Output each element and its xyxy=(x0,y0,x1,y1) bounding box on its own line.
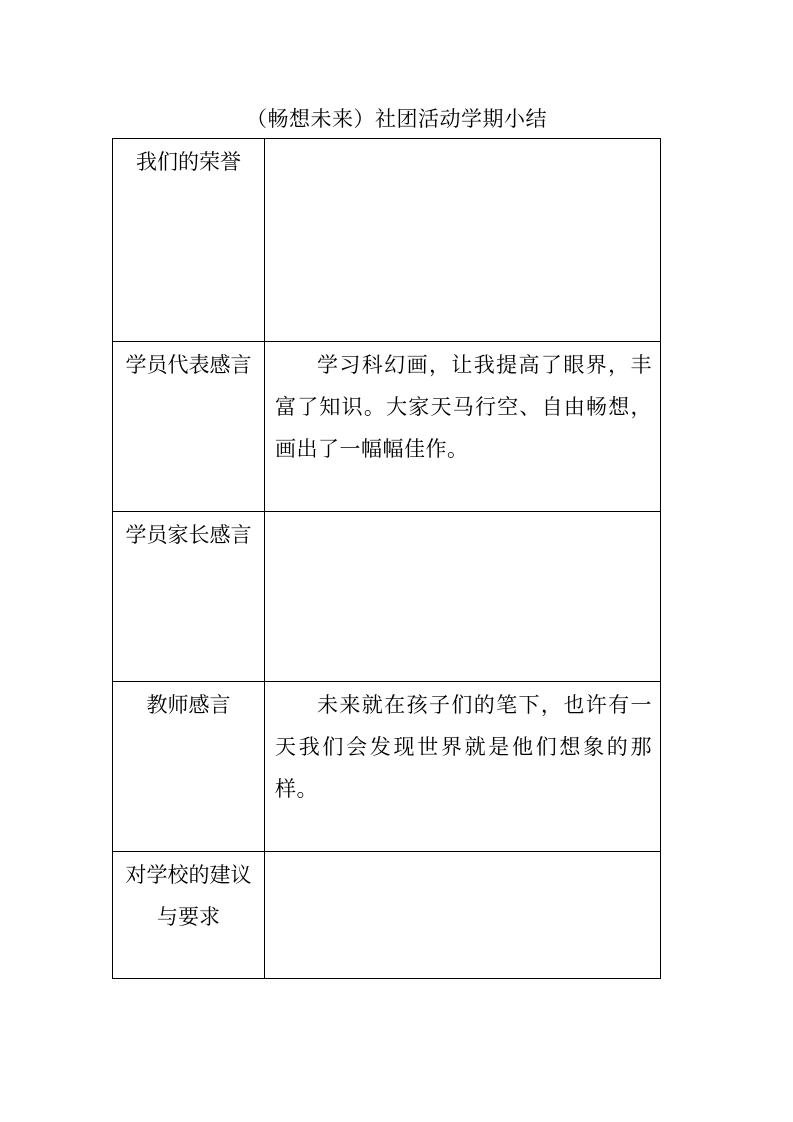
row-label: 学员代表感言 xyxy=(125,353,252,377)
document-title: （畅想未来）社团活动学期小结 xyxy=(246,107,547,131)
row-label-cell xyxy=(113,139,265,342)
summary-table xyxy=(112,138,661,979)
row-content-cell xyxy=(265,682,661,852)
row-label: 对学校的建议与要求 xyxy=(125,863,252,929)
table-row xyxy=(113,139,661,342)
table-row xyxy=(113,512,661,682)
row-content-cell xyxy=(265,512,661,682)
row-label-cell xyxy=(113,512,265,682)
row-content-cell xyxy=(265,342,661,512)
row-content: 未来就在孩子们的笔下，也许有一天我们会发现世界就是他们想象的那样。 xyxy=(275,693,652,801)
row-content: 学习科幻画，让我提高了眼界，丰富了知识。大家天马行空、自由畅想，画出了一幅幅佳作。 xyxy=(275,353,652,461)
row-label-cell xyxy=(113,342,265,512)
row-content-cell xyxy=(265,139,661,342)
row-content-cell xyxy=(265,852,661,979)
row-label: 我们的荣誉 xyxy=(136,150,241,174)
table-row xyxy=(113,682,661,852)
row-label: 学员家长感言 xyxy=(125,523,252,547)
table-row xyxy=(113,852,661,979)
table-row xyxy=(113,342,661,512)
row-label-cell xyxy=(113,852,265,979)
row-label-cell xyxy=(113,682,265,852)
row-label: 教师感言 xyxy=(146,693,231,717)
